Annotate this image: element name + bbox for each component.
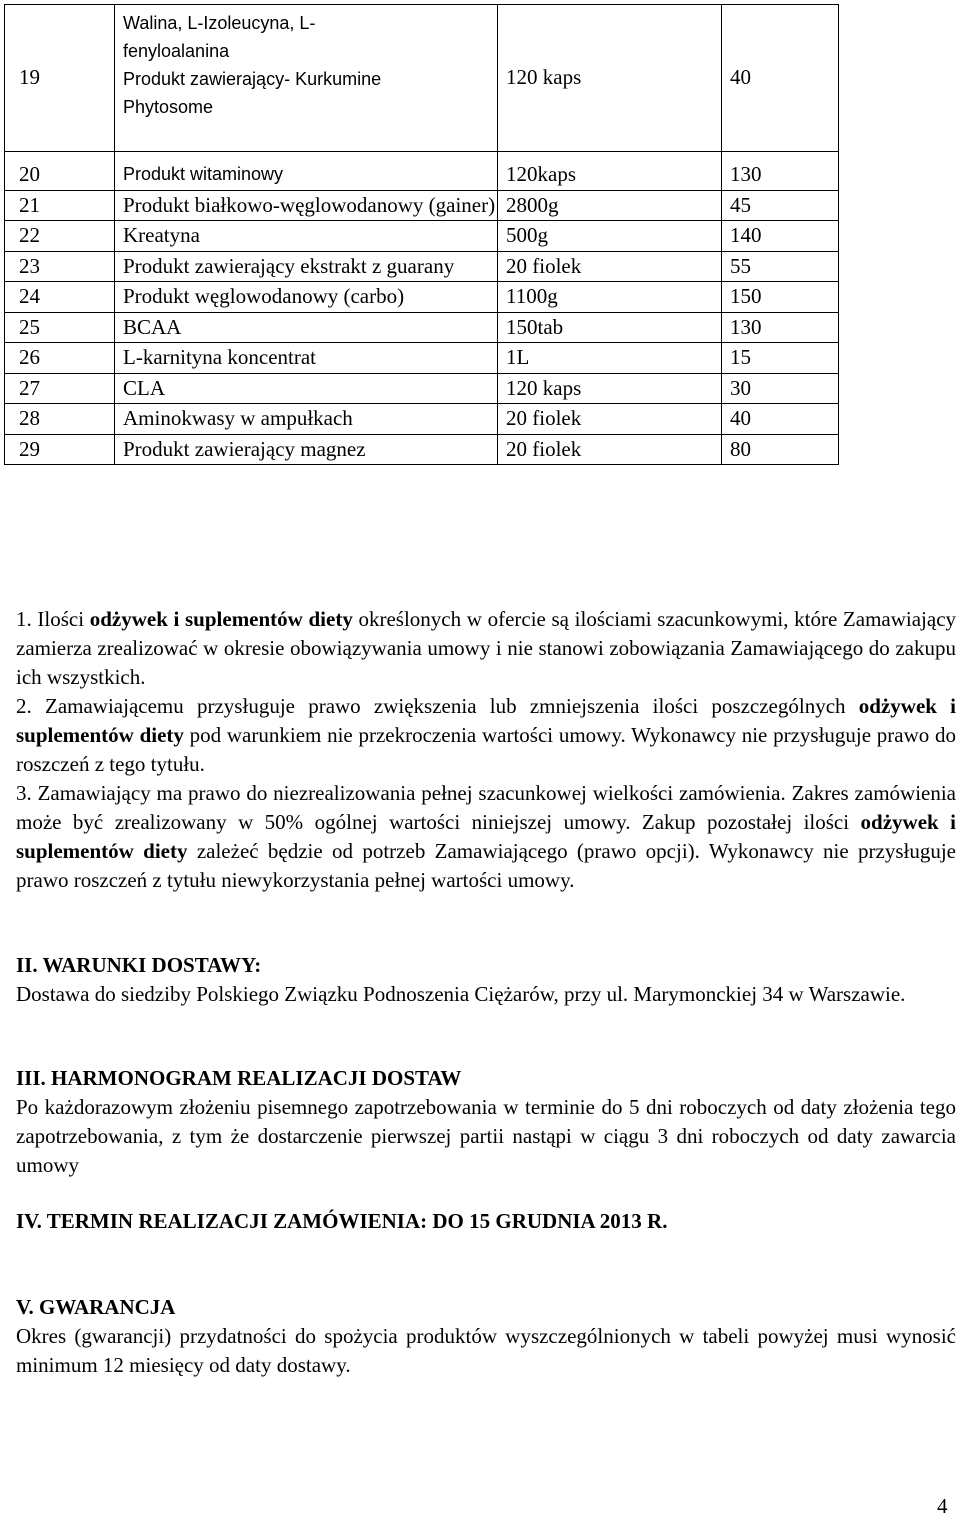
- product-price: 150: [722, 282, 839, 313]
- table-row: [5, 434, 839, 465]
- product-price: 15: [722, 343, 839, 374]
- table-row: [5, 343, 839, 374]
- row-number: 25: [5, 312, 115, 343]
- product-quantity: 500g: [498, 221, 722, 252]
- product-quantity: 20 fiolek: [498, 434, 722, 465]
- row-number: 20: [5, 152, 115, 191]
- table-row: [5, 251, 839, 282]
- product-name: [115, 5, 498, 152]
- row-number: 23: [5, 251, 115, 282]
- table-row: [5, 404, 839, 435]
- table-row: [5, 190, 839, 221]
- product-name-line: Phytosome: [123, 97, 214, 117]
- product-name: Produkt zawierający ekstrakt z guarany: [115, 251, 498, 282]
- page-number: 4: [937, 1494, 948, 1518]
- table-row: [5, 221, 839, 252]
- product-name-line: fenyloalanina: [123, 41, 230, 61]
- product-name: Aminokwasy w ampułkach: [115, 404, 498, 435]
- section-text-warranty: Okres (gwarancji) przydatności do spożycia produktów wyszczególnionych w tabeli powyżej musi wynosić minimum 12 miesięcy od daty dostawy.: [16, 1324, 956, 1377]
- note-text: pod warunkiem nie przekroczenia wartości umowy. Wykonawcy nie przysługuje prawo do roszczeń z tego tytułu.: [16, 723, 957, 776]
- product-price: 40: [722, 404, 839, 435]
- note-text: Zamawiający ma prawo do niezrealizowania pełnej szacunkowej wielkości zamówienia. Zakres zamówienia może być zrealizowany w 50% ogólnej wartości niniejszej umowy. Zakup pozostałej ilości: [16, 781, 957, 834]
- product-quantity: 120kaps: [498, 152, 722, 191]
- product-name-line: Walina, L-Izoleucyna, L-: [123, 13, 316, 33]
- row-number: 26: [5, 343, 115, 374]
- product-name: Kreatyna: [115, 221, 498, 252]
- note-text: zależeć będzie od potrzeb Zamawiającego (prawo opcji). Wykonawcy nie przysługuje prawo roszczeń z tytułu niewykorzystania pełnej wartości umowy.: [16, 839, 957, 892]
- section-heading-delivery: II. WARUNKI DOSTAWY:: [16, 953, 262, 977]
- table-row: [5, 152, 839, 191]
- note-paragraph: [16, 692, 956, 779]
- product-name: Produkt witaminowy: [115, 152, 498, 191]
- section-heading-schedule: III. HARMONOGRAM REALIZACJI DOSTAW: [16, 1066, 462, 1090]
- note-paragraph: [16, 779, 956, 895]
- note-number: 1.: [16, 607, 32, 631]
- product-price: 55: [722, 251, 839, 282]
- table-row: [5, 373, 839, 404]
- row-number: 22: [5, 221, 115, 252]
- product-quantity: 20 fiolek: [498, 404, 722, 435]
- product-quantity: 150tab: [498, 312, 722, 343]
- product-name: Produkt węglowodanowy (carbo): [115, 282, 498, 313]
- product-name-line: Produkt zawierający- Kurkumine: [123, 69, 382, 89]
- note-emphasis: odżywek i suplementów diety: [16, 694, 957, 747]
- product-quantity: 1100g: [498, 282, 722, 313]
- table-row: [5, 312, 839, 343]
- note-number: 3.: [16, 781, 32, 805]
- product-name: CLA: [115, 373, 498, 404]
- product-quantity: 20 fiolek: [498, 251, 722, 282]
- product-name: Produkt zawierający magnez: [115, 434, 498, 465]
- product-price: 40: [722, 5, 839, 152]
- product-price: 130: [722, 152, 839, 191]
- note-text: Zamawiającemu przysługuje prawo zwiększenia lub zmniejszenia ilości poszczególnych: [45, 694, 846, 718]
- product-quantity: 120 kaps: [498, 5, 722, 152]
- section-heading-warranty: V. GWARANCJA: [16, 1295, 176, 1319]
- note-number: 2.: [16, 694, 32, 718]
- notes-list: [16, 605, 956, 895]
- note-paragraph: [16, 605, 956, 692]
- section-text-schedule: Po każdorazowym złożeniu pisemnego zapotrzebowania w terminie do 5 dni roboczych od daty złożenia tego zapotrzebowania, z tym że dostarczenie pierwszej partii nastąpi w ciągu 3 dni roboczych od daty zawarcia umowy: [16, 1095, 956, 1177]
- row-number: 28: [5, 404, 115, 435]
- row-number: 21: [5, 190, 115, 221]
- note-text: Ilości: [37, 607, 85, 631]
- row-number: 24: [5, 282, 115, 313]
- table-row: [5, 282, 839, 313]
- note-text: określonych w ofercie są ilościami szacunkowymi, które Zamawiający zamierza zrealizować w okresie obowiązywania umowy i nie stanowi zobowiązania Zamawiającego do zakupu ich wszystkich.: [16, 607, 957, 689]
- product-price: 45: [722, 190, 839, 221]
- product-quantity: 120 kaps: [498, 373, 722, 404]
- product-quantity: 1L: [498, 343, 722, 374]
- product-quantity: 2800g: [498, 190, 722, 221]
- product-price: 80: [722, 434, 839, 465]
- product-price: 140: [722, 221, 839, 252]
- note-emphasis: odżywek i suplementów diety: [89, 607, 353, 631]
- row-number: 27: [5, 373, 115, 404]
- row-number: 29: [5, 434, 115, 465]
- products-table: [4, 4, 839, 465]
- product-name: BCAA: [115, 312, 498, 343]
- row-number: 19: [5, 5, 115, 152]
- product-price: 30: [722, 373, 839, 404]
- product-name: L-karnityna koncentrat: [115, 343, 498, 374]
- product-price: 130: [722, 312, 839, 343]
- table-row: [5, 5, 839, 152]
- section-heading-deadline: IV. TERMIN REALIZACJI ZAMÓWIENIA: DO 15 GRUDNIA 2013 R.: [16, 1209, 668, 1233]
- product-name: Produkt białkowo-węglowodanowy (gainer): [115, 190, 498, 221]
- section-text-delivery: Dostawa do siedziby Polskiego Związku Podnoszenia Ciężarów, przy ul. Marymonckiej 34 w Warszawie.: [16, 982, 906, 1006]
- note-emphasis: odżywek i suplementów diety: [16, 810, 956, 863]
